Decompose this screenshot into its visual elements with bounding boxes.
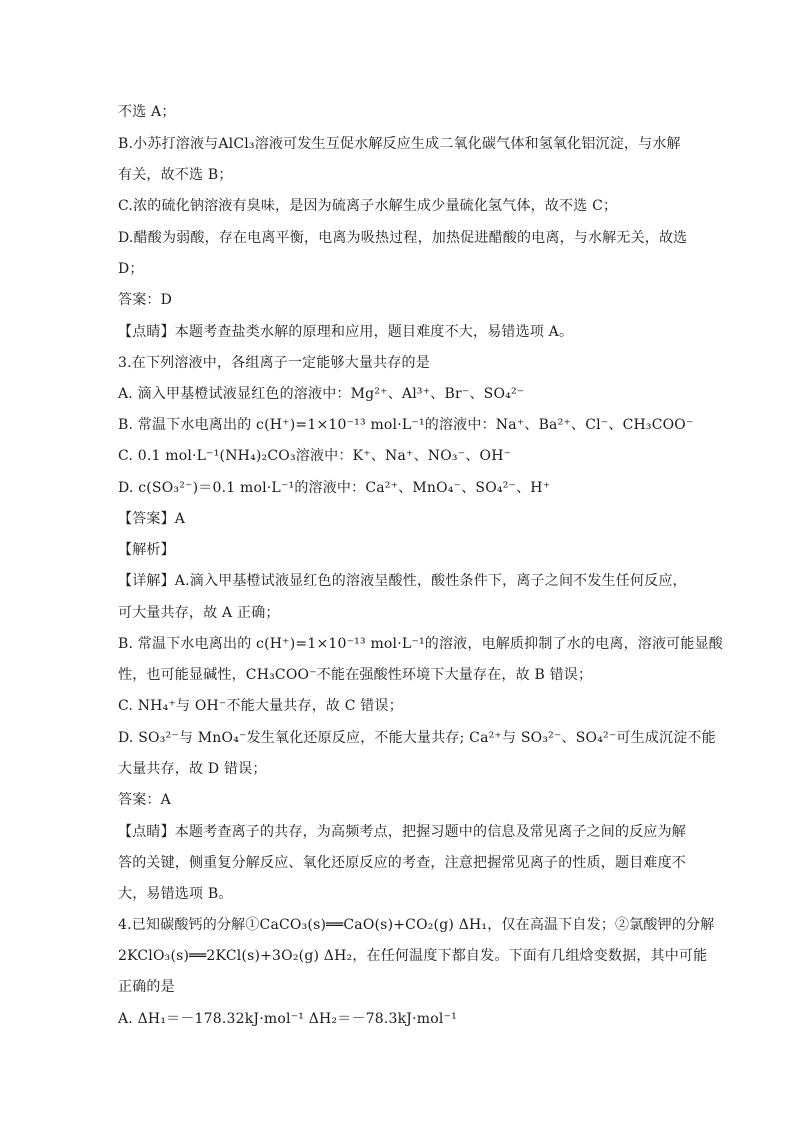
text-line: 大量共存，故 D 错误；: [118, 761, 267, 777]
text-line: D；: [118, 261, 144, 277]
text-line: 正确的是: [118, 979, 175, 995]
text-line: 答案：D: [118, 292, 173, 308]
option-a: A. 滴入甲基橙试液显红色的溶液中：Mg²⁺、Al³⁺、Br⁻、SO₄²⁻: [118, 386, 525, 402]
text-line: B.小苏打溶液与AlCl₃溶液可发生互促水解反应生成二氧化碳气体和氢氧化铝沉淀，与水解: [118, 136, 681, 152]
text-line: C. NH₄⁺与 OH⁻不能大量共存，故 C 错误；: [118, 698, 403, 714]
text-line: B. 常温下水电离出的 c(H⁺)=1×10⁻¹³ mol·L⁻¹的溶液，电解质抑制了水的电离，溶液可能显酸: [118, 636, 723, 652]
question-heading: 4.已知碳酸钙的分解①CaCO₃(s)══CaO(s)+CO₂(g) ΔH₁，仅在高温下自发；②氯酸钾的分解: [118, 917, 715, 933]
analysis-label: 【解析】: [118, 542, 175, 558]
text-line: 大，易错选项 B。: [118, 886, 233, 902]
text-line: 有关，故不选 B；: [118, 167, 233, 183]
text-line: 【详解】A.滴入甲基橙试液显红色的溶液呈酸性，酸性条件下，离子之间不发生任何反应，: [118, 573, 687, 589]
text-line: 不选 A；: [118, 104, 176, 120]
text-line: D. SO₃²⁻与 MnO₄⁻发生氧化还原反应，不能大量共存; Ca²⁺与 SO₃²⁻、SO₄²⁻可生成沉淀不能: [118, 730, 716, 746]
text-line: 性，也可能显碱性，CH₃COO⁻不能在强酸性环境下大量存在，故 B 错误；: [118, 667, 593, 683]
text-line: 答案：A: [118, 792, 171, 808]
option-b: B. 常温下水电离出的 c(H⁺)=1×10⁻¹³ mol·L⁻¹的溶液中：Na⁺、Ba²⁺、Cl⁻、CH₃COO⁻: [118, 417, 694, 433]
option-d: D. c(SO₃²⁻)＝0.1 mol·L⁻¹的溶液中：Ca²⁺、MnO₄⁻、SO₄²⁻、H⁺: [118, 480, 551, 496]
text-line: 2KClO₃(s)══2KCl(s)+3O₂(g) ΔH₂，在任何温度下都自发。下面有几组焓变数据，其中可能: [118, 948, 708, 964]
text-line: 【点睛】本题考查盐类水解的原理和应用，题目难度不大，易错选项 A。: [118, 324, 574, 340]
option-c: C. 0.1 mol·L⁻¹(NH₄)₂CO₃溶液中：K⁺、Na⁺、NO₃⁻、OH⁻: [118, 448, 512, 464]
text-line: 答的关键，侧重复分解反应、氧化还原反应的考查，注意把握常见离子的性质，题目难度不: [118, 855, 686, 871]
text-line: 【点睛】本题考查离子的共存，为高频考点，把握习题中的信息及常见离子之间的反应为解: [118, 824, 686, 840]
text-line: 可大量共存，故 A 正确；: [118, 605, 280, 621]
option-a: A. ΔH₁＝－178.32kJ·mol⁻¹ ΔH₂＝－78.3kJ·mol⁻¹: [118, 1011, 457, 1027]
answer-label: 【答案】A: [118, 511, 186, 527]
question-heading: 3.在下列溶液中，各组离子一定能够大量共存的是: [118, 355, 430, 371]
text-line: C.浓的硫化钠溶液有臭味，是因为硫离子水解生成少量硫化氢气体，故不选 C；: [118, 198, 618, 214]
text-line: D.醋酸为弱酸，存在电离平衡，电离为吸热过程，加热促进醋酸的电离，与水解无关，故选: [118, 230, 688, 246]
